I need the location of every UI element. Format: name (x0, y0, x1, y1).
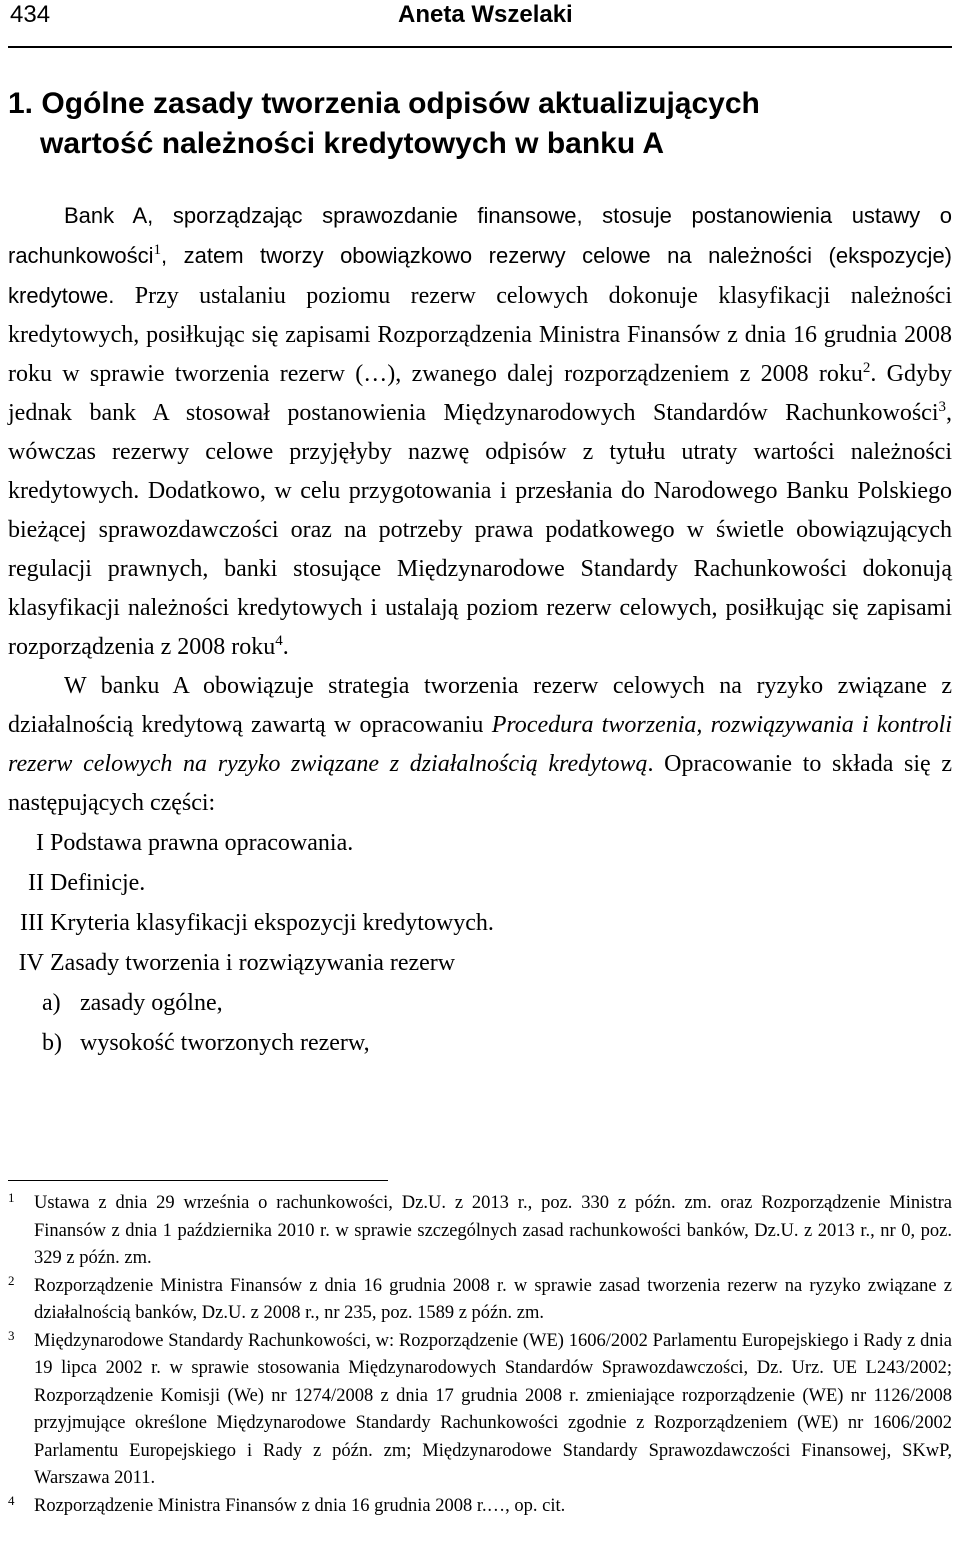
paragraph-1-text-f: . (282, 634, 289, 660)
footnote-ref-2: 2 (862, 360, 871, 376)
contents-list (8, 823, 952, 983)
running-head-author: Aneta Wszelaki (398, 1, 573, 28)
section-heading (8, 84, 952, 164)
section-heading-line-1: 1. Ogólne zasady tworzenia odpisów aktualizujących (8, 87, 760, 120)
footnote-2 (8, 1273, 952, 1328)
list-item-text: Zasady tworzenia i rozwiązywania rezerw (50, 950, 456, 976)
document-page (8, 0, 952, 1552)
sublist-item (8, 983, 952, 1023)
footnote-ref-4: 4 (275, 633, 283, 649)
paragraph-1-sans-run-b: , zatem tworzy obowiązkowo rezerwy celowe na należności (ekspozycje) kredytowe. (8, 243, 952, 308)
procedure-title: Procedura tworzenia, rozwiązywania i kontroli rezerw celowych na ryzyko związane z działalnością kredytową (8, 712, 953, 777)
running-header (8, 0, 952, 48)
list-item-text: Podstawa prawna opracowania. (50, 830, 354, 856)
footnote-ref-1: 1 (153, 242, 162, 258)
sublist-item (8, 1023, 952, 1063)
paragraph-2 (8, 667, 952, 823)
paragraph-1 (8, 196, 952, 667)
footnote-4 (8, 1493, 952, 1521)
section-heading-line-2: wartość należności kredytowych w banku A (40, 127, 665, 160)
sublist-item-text: wysokość tworzonych rezerw, (80, 1030, 370, 1056)
footnote-text: Ustawa z dnia 29 września o rachunkowości, Dz.U. z 2013 r., poz. 330 z późn. zm. oraz Rozporządzenie Ministra Finansów z dnia 1 października 2010 r. w sprawie szczególnych zasad rachunkowości banków, Dz.U. z 2013 r., nr 0, poz. 329 z późn. zm. (34, 1193, 952, 1268)
footnote-number: 2 (8, 1272, 15, 1288)
list-item-number: III (20, 910, 44, 936)
body-text (8, 196, 952, 1063)
list-item (8, 863, 952, 903)
list-item (8, 943, 952, 983)
contents-sublist (8, 983, 952, 1063)
page-number: 434 (10, 1, 51, 28)
footnote-separator (8, 1180, 388, 1181)
paragraph-1-text-d: . Gdyby jednak bank A stosował postanowienia Międzynarodowych Standardów Rachunkowości (8, 361, 952, 426)
footnote-text: Międzynarodowe Standardy Rachunkowości, w: Rozporządzenie (WE) 1606/2002 Parlamentu Europejskiego i Rady z dnia 19 lipca 2002 r. w sprawie stosowania Międzynarodowych Standardów Sprawozdawczości, Dz. Urz. UE L243/2002; Rozporządzenie Komisji (We) nr 1274/2008 z dnia 17 grudnia 2008 r. zmieniające rozporządzenie (WE) nr 1126/2008 przyjmujące określone Międzynarodowe Standardy Rachunkowości zgodnie z Rozporządzeniem (WE) nr 1606/2002 Parlamentu Europejskiego i Rady z późn. zm; Międzynarodowe Standardy Sprawozdawczości Finansowej, SKwP, Warszawa 2011. (34, 1330, 952, 1488)
footnote-1 (8, 1190, 952, 1273)
footnote-number: 4 (8, 1492, 15, 1508)
list-item-number: II (28, 870, 44, 896)
list-item (8, 823, 952, 863)
list-item (8, 903, 952, 943)
list-item-text: Kryteria klasyfikacji ekspozycji kredytowych. (50, 910, 494, 936)
paragraph-2-text-b: . Opracowanie to składa się z następujących części: (8, 751, 952, 816)
footnote-number: 3 (8, 1327, 15, 1343)
sublist-item-letter: b) (42, 1030, 62, 1056)
paragraph-1-text-c: Przy ustalaniu poziomu rezerw celowych dokonuje klasyfikacji należności kredytowych, posiłkując się zapisami Rozporządzenia Ministra Finansów z dnia 16 grudnia 2008 roku w sprawie tworzenia rezerw (…), zwanego dalej rozporządzeniem z 2008 roku (8, 283, 952, 387)
footnote-3 (8, 1328, 952, 1493)
sublist-item-text: zasady ogólne, (80, 990, 223, 1016)
footnote-ref-3: 3 (938, 399, 946, 415)
footnote-text: Rozporządzenie Ministra Finansów z dnia 16 grudnia 2008 r. w sprawie zasad tworzenia rezerw na ryzyko związane z działalnością banków, Dz.U. z 2008 r., nr 235, poz. 1589 z późn. zm. (34, 1275, 952, 1323)
sublist-item-letter: a) (42, 990, 61, 1016)
footnote-text: Rozporządzenie Ministra Finansów z dnia 16 grudnia 2008 r.…, op. cit. (34, 1495, 566, 1516)
paragraph-2-text-a: W banku A obowiązuje strategia tworzenia rezerw celowych na ryzyko związane z działalnością kredytową zawartą w opracowaniu (8, 673, 952, 738)
footnotes (8, 1190, 952, 1520)
paragraph-1-sans-run-a: Bank A, sporządzając sprawozdanie finansowe, stosuje postanowienia ustawy o rachunkowości (8, 203, 952, 268)
list-item-number: IV (18, 950, 44, 976)
list-item-number: I (36, 830, 44, 856)
footnote-number: 1 (8, 1190, 15, 1205)
list-item-text: Definicje. (50, 870, 146, 896)
paragraph-1-text-e: , wówczas rezerwy celowe przyjęłyby nazwę odpisów z tytułu utraty wartości należności kredytowych. Dodatkowo, w celu przygotowania i przesłania do Narodowego Banku Polskiego bieżącej sprawozdawczości oraz na potrzeby prawa podatkowego w świetle obowiązujących regulacji prawnych, banki stosujące Międzynarodowe Standardy Rachunkowości dokonują klasyfikacji należności kredytowych i ustalają poziom rezerw celowych, posiłkując się zapisami rozporządzenia z 2008 roku (8, 400, 952, 660)
